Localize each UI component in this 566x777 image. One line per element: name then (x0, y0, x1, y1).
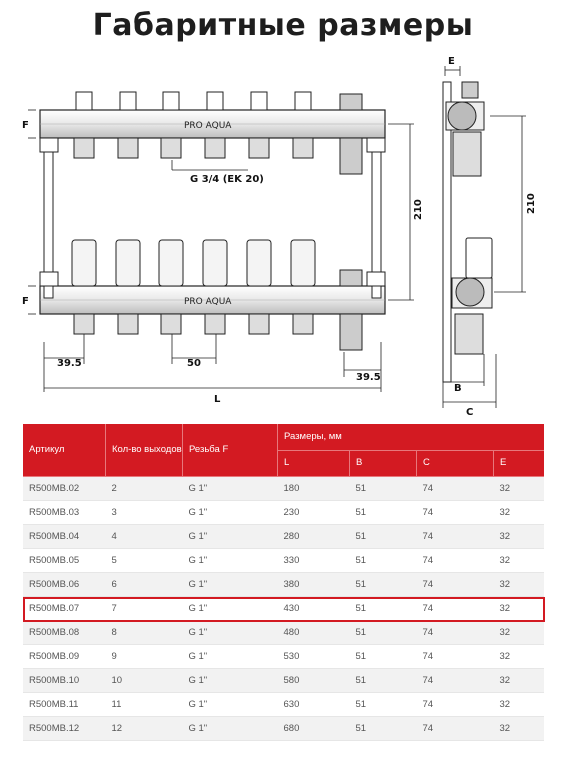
cell-c: 74 (417, 644, 494, 668)
table-row (23, 500, 544, 524)
cell-article: R500MB.09 (23, 644, 106, 668)
cell-l: 630 (278, 692, 350, 716)
cell-e: 32 (494, 644, 545, 668)
cell-outlets: 9 (106, 644, 183, 668)
cell-e: 32 (494, 524, 545, 548)
cell-b: 51 (350, 476, 417, 500)
cell-thread: G 1" (183, 548, 278, 572)
cell-article: R500MB.10 (23, 668, 106, 692)
cell-c: 74 (417, 476, 494, 500)
cell-article: R500MB.06 (23, 572, 106, 596)
cell-c: 74 (417, 500, 494, 524)
header-b: B (350, 450, 417, 476)
cell-b: 51 (350, 644, 417, 668)
highlight-frame (23, 597, 545, 622)
dim-left-offset: 39.5 (57, 358, 82, 369)
table-row (23, 524, 544, 548)
cell-e: 32 (494, 476, 545, 500)
cell-l: 530 (278, 644, 350, 668)
cell-c: 74 (417, 596, 494, 620)
cell-e: 32 (494, 572, 545, 596)
cell-article: R500MB.05 (23, 548, 106, 572)
header-sizes: Размеры, мм (278, 424, 545, 450)
cell-thread: G 1" (183, 524, 278, 548)
table-row (23, 668, 544, 692)
dim-e: E (448, 56, 455, 67)
dim-length: L (214, 394, 221, 405)
cell-l: 430 (278, 596, 350, 620)
cell-b: 51 (350, 716, 417, 740)
cell-article: R500MB.02 (23, 476, 106, 500)
cell-b: 51 (350, 620, 417, 644)
header-l: L (278, 450, 350, 476)
cell-b: 51 (350, 548, 417, 572)
dim-height-side: 210 (526, 193, 537, 214)
cell-article: R500MB.04 (23, 524, 106, 548)
dim-right-offset: 39.5 (356, 372, 381, 383)
dim-f-bottom: F (22, 296, 29, 307)
cell-thread: G 1" (183, 716, 278, 740)
cell-l: 580 (278, 668, 350, 692)
header-outlets: Кол-во выходов (106, 424, 183, 476)
cell-outlets: 2 (106, 476, 183, 500)
cell-thread: G 1" (183, 668, 278, 692)
cell-e: 32 (494, 596, 545, 620)
cell-thread: G 1" (183, 644, 278, 668)
specification-table (23, 424, 544, 741)
dim-height-front: 210 (413, 199, 424, 220)
cell-e: 32 (494, 500, 545, 524)
cell-b: 51 (350, 596, 417, 620)
cell-e: 32 (494, 668, 545, 692)
cell-e: 32 (494, 692, 545, 716)
side-view (443, 82, 492, 382)
cell-c: 74 (417, 716, 494, 740)
header-thread: Резьба F (183, 424, 278, 476)
manifold-dimension-drawing (0, 52, 566, 417)
cell-b: 51 (350, 668, 417, 692)
table-row (23, 620, 544, 644)
table-row (23, 692, 544, 716)
page-title: Габаритные размеры (92, 8, 474, 43)
cell-article: R500MB.11 (23, 692, 106, 716)
cell-outlets: 12 (106, 716, 183, 740)
cell-thread: G 1" (183, 476, 278, 500)
cell-thread: G 1" (183, 620, 278, 644)
cell-article: R500MB.08 (23, 620, 106, 644)
cell-outlets: 10 (106, 668, 183, 692)
cell-c: 74 (417, 572, 494, 596)
brand-logo-bottom: PRO AQUA (184, 297, 232, 307)
thread-label: G 3/4 (EK 20) (190, 174, 264, 185)
cell-thread: G 1" (183, 692, 278, 716)
cell-thread: G 1" (183, 572, 278, 596)
header-e: E (494, 450, 545, 476)
table-row (23, 644, 544, 668)
cell-e: 32 (494, 716, 545, 740)
cell-article: R500MB.07 (23, 596, 106, 620)
cell-thread: G 1" (183, 500, 278, 524)
cell-e: 32 (494, 548, 545, 572)
cell-c: 74 (417, 548, 494, 572)
cell-outlets: 4 (106, 524, 183, 548)
dim-f-top: F (22, 120, 29, 131)
brand-logo-top: PRO AQUA (184, 121, 232, 131)
cell-e: 32 (494, 620, 545, 644)
cell-article: R500MB.03 (23, 500, 106, 524)
table-row (23, 716, 544, 740)
cell-c: 74 (417, 668, 494, 692)
header-c: C (417, 450, 494, 476)
cell-b: 51 (350, 692, 417, 716)
cell-outlets: 8 (106, 620, 183, 644)
cell-outlets: 6 (106, 572, 183, 596)
dim-b: B (454, 383, 462, 394)
cell-l: 330 (278, 548, 350, 572)
cell-c: 74 (417, 524, 494, 548)
cell-article: R500MB.12 (23, 716, 106, 740)
cell-c: 74 (417, 620, 494, 644)
cell-outlets: 7 (106, 596, 183, 620)
cell-l: 680 (278, 716, 350, 740)
cell-outlets: 11 (106, 692, 183, 716)
table-row (23, 548, 544, 572)
cell-c: 74 (417, 692, 494, 716)
dim-c: C (466, 407, 474, 417)
cell-l: 380 (278, 572, 350, 596)
dim-pitch: 50 (187, 358, 201, 369)
table-row (23, 572, 544, 596)
cell-l: 480 (278, 620, 350, 644)
cell-l: 180 (278, 476, 350, 500)
cell-l: 230 (278, 500, 350, 524)
table-row (23, 476, 544, 500)
cell-b: 51 (350, 500, 417, 524)
cell-b: 51 (350, 572, 417, 596)
cell-b: 51 (350, 524, 417, 548)
cell-thread: G 1" (183, 596, 278, 620)
header-article: Артикул (23, 424, 106, 476)
cell-l: 280 (278, 524, 350, 548)
cell-outlets: 3 (106, 500, 183, 524)
cell-outlets: 5 (106, 548, 183, 572)
